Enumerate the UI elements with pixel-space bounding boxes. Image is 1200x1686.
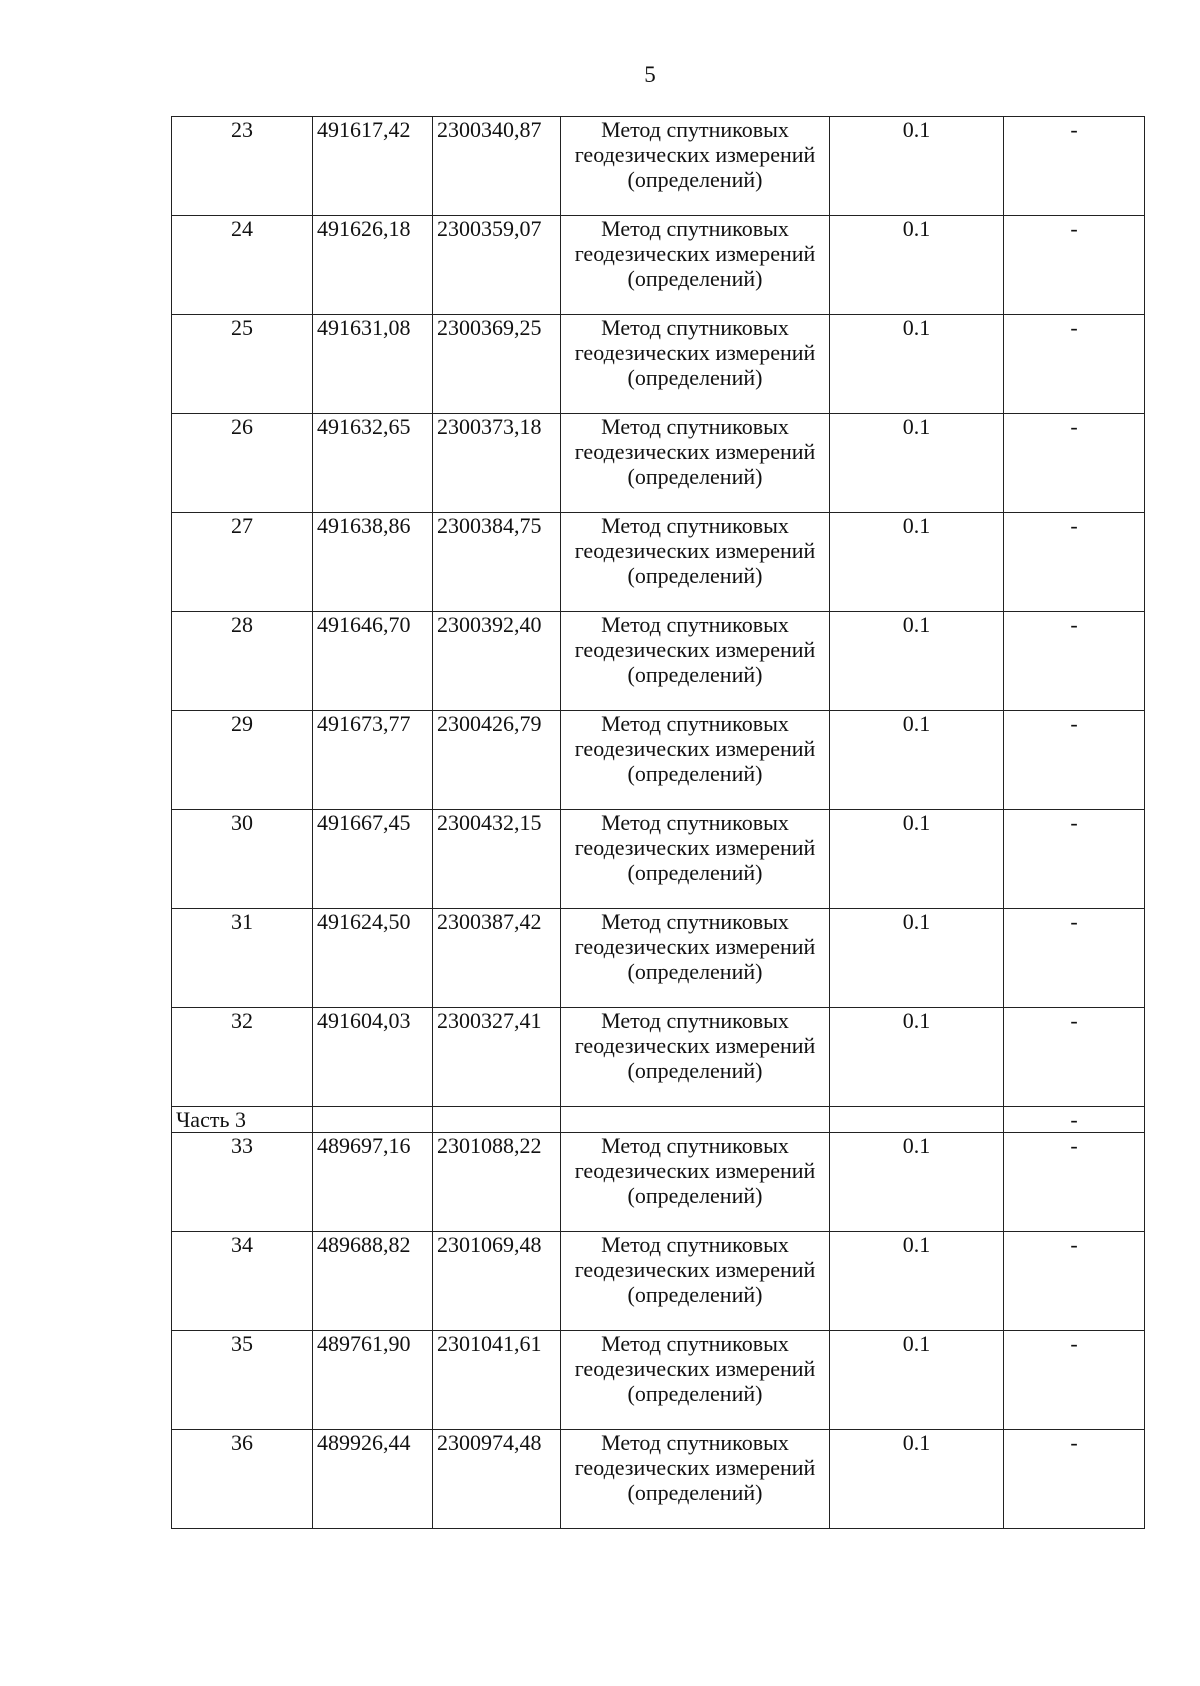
method-cell: Метод спутниковых геодезических измерений (определений) [561,315,830,414]
empty-cell [433,1107,561,1133]
accuracy-cell: 0.1 [830,414,1004,513]
accuracy-cell: 0.1 [830,612,1004,711]
note-cell: - [1004,711,1145,810]
coordinates-table [171,116,1145,1529]
x-coordinate-cell: 491667,45 [313,810,433,909]
empty-cell [830,1107,1004,1133]
table-row [172,315,1145,414]
y-coordinate-cell: 2300384,75 [433,513,561,612]
note-cell: - [1004,1133,1145,1232]
table-row [172,1008,1145,1107]
point-number-cell: 29 [172,711,313,810]
accuracy-cell: 0.1 [830,711,1004,810]
accuracy-cell: 0.1 [830,1331,1004,1430]
table-row [172,909,1145,1008]
x-coordinate-cell: 491624,50 [313,909,433,1008]
method-cell: Метод спутниковых геодезических измерений (определений) [561,909,830,1008]
empty-cell [313,1107,433,1133]
y-coordinate-cell: 2300387,42 [433,909,561,1008]
y-coordinate-cell: 2300432,15 [433,810,561,909]
accuracy-cell: 0.1 [830,909,1004,1008]
table-row [172,612,1145,711]
table-row [172,414,1145,513]
point-number-cell: 32 [172,1008,313,1107]
section-label: Часть 3 [172,1107,313,1133]
note-cell: - [1004,117,1145,216]
x-coordinate-cell: 491646,70 [313,612,433,711]
y-coordinate-cell: 2300373,18 [433,414,561,513]
note-cell: - [1004,1107,1145,1133]
point-number-cell: 23 [172,117,313,216]
note-cell: - [1004,315,1145,414]
table-row [172,810,1145,909]
point-number-cell: 25 [172,315,313,414]
accuracy-cell: 0.1 [830,1008,1004,1107]
x-coordinate-cell: 491673,77 [313,711,433,810]
point-number-cell: 24 [172,216,313,315]
note-cell: - [1004,909,1145,1008]
accuracy-cell: 0.1 [830,1430,1004,1529]
table-row [172,1232,1145,1331]
note-cell: - [1004,612,1145,711]
accuracy-cell: 0.1 [830,117,1004,216]
x-coordinate-cell: 491632,65 [313,414,433,513]
x-coordinate-cell: 491604,03 [313,1008,433,1107]
x-coordinate-cell: 491638,86 [313,513,433,612]
method-cell: Метод спутниковых геодезических измерений (определений) [561,1008,830,1107]
x-coordinate-cell: 491617,42 [313,117,433,216]
note-cell: - [1004,1430,1145,1529]
point-number-cell: 33 [172,1133,313,1232]
note-cell: - [1004,1008,1145,1107]
page-number: 5 [644,62,656,87]
y-coordinate-cell: 2300359,07 [433,216,561,315]
y-coordinate-cell: 2300369,25 [433,315,561,414]
note-cell: - [1004,216,1145,315]
point-number-cell: 30 [172,810,313,909]
table-row [172,117,1145,216]
accuracy-cell: 0.1 [830,1232,1004,1331]
x-coordinate-cell: 489697,16 [313,1133,433,1232]
point-number-cell: 26 [172,414,313,513]
note-cell: - [1004,414,1145,513]
table-body [172,117,1145,1529]
y-coordinate-cell: 2301041,61 [433,1331,561,1430]
x-coordinate-cell: 491631,08 [313,315,433,414]
method-cell: Метод спутниковых геодезических измерений (определений) [561,612,830,711]
method-cell: Метод спутниковых геодезических измерений (определений) [561,1232,830,1331]
y-coordinate-cell: 2301088,22 [433,1133,561,1232]
x-coordinate-cell: 491626,18 [313,216,433,315]
table-row [172,1133,1145,1232]
method-cell: Метод спутниковых геодезических измерений (определений) [561,513,830,612]
method-cell: Метод спутниковых геодезических измерений (определений) [561,711,830,810]
method-cell: Метод спутниковых геодезических измерений (определений) [561,1430,830,1529]
y-coordinate-cell: 2300392,40 [433,612,561,711]
note-cell: - [1004,810,1145,909]
point-number-cell: 28 [172,612,313,711]
method-cell: Метод спутниковых геодезических измерений (определений) [561,1133,830,1232]
note-cell: - [1004,1232,1145,1331]
accuracy-cell: 0.1 [830,315,1004,414]
method-cell: Метод спутниковых геодезических измерений (определений) [561,810,830,909]
table-row [172,1331,1145,1430]
method-cell: Метод спутниковых геодезических измерений (определений) [561,1331,830,1430]
y-coordinate-cell: 2300974,48 [433,1430,561,1529]
table-row [172,513,1145,612]
section-header-row [172,1107,1145,1133]
accuracy-cell: 0.1 [830,216,1004,315]
y-coordinate-cell: 2300327,41 [433,1008,561,1107]
y-coordinate-cell: 2300340,87 [433,117,561,216]
table-row [172,216,1145,315]
method-cell: Метод спутниковых геодезических измерений (определений) [561,414,830,513]
y-coordinate-cell: 2301069,48 [433,1232,561,1331]
table-row [172,1430,1145,1529]
note-cell: - [1004,1331,1145,1430]
x-coordinate-cell: 489926,44 [313,1430,433,1529]
point-number-cell: 31 [172,909,313,1008]
y-coordinate-cell: 2300426,79 [433,711,561,810]
accuracy-cell: 0.1 [830,810,1004,909]
note-cell: - [1004,513,1145,612]
method-cell: Метод спутниковых геодезических измерений (определений) [561,216,830,315]
method-cell: Метод спутниковых геодезических измерений (определений) [561,117,830,216]
x-coordinate-cell: 489761,90 [313,1331,433,1430]
point-number-cell: 34 [172,1232,313,1331]
point-number-cell: 27 [172,513,313,612]
accuracy-cell: 0.1 [830,513,1004,612]
x-coordinate-cell: 489688,82 [313,1232,433,1331]
empty-cell [561,1107,830,1133]
point-number-cell: 35 [172,1331,313,1430]
accuracy-cell: 0.1 [830,1133,1004,1232]
point-number-cell: 36 [172,1430,313,1529]
table-row [172,711,1145,810]
